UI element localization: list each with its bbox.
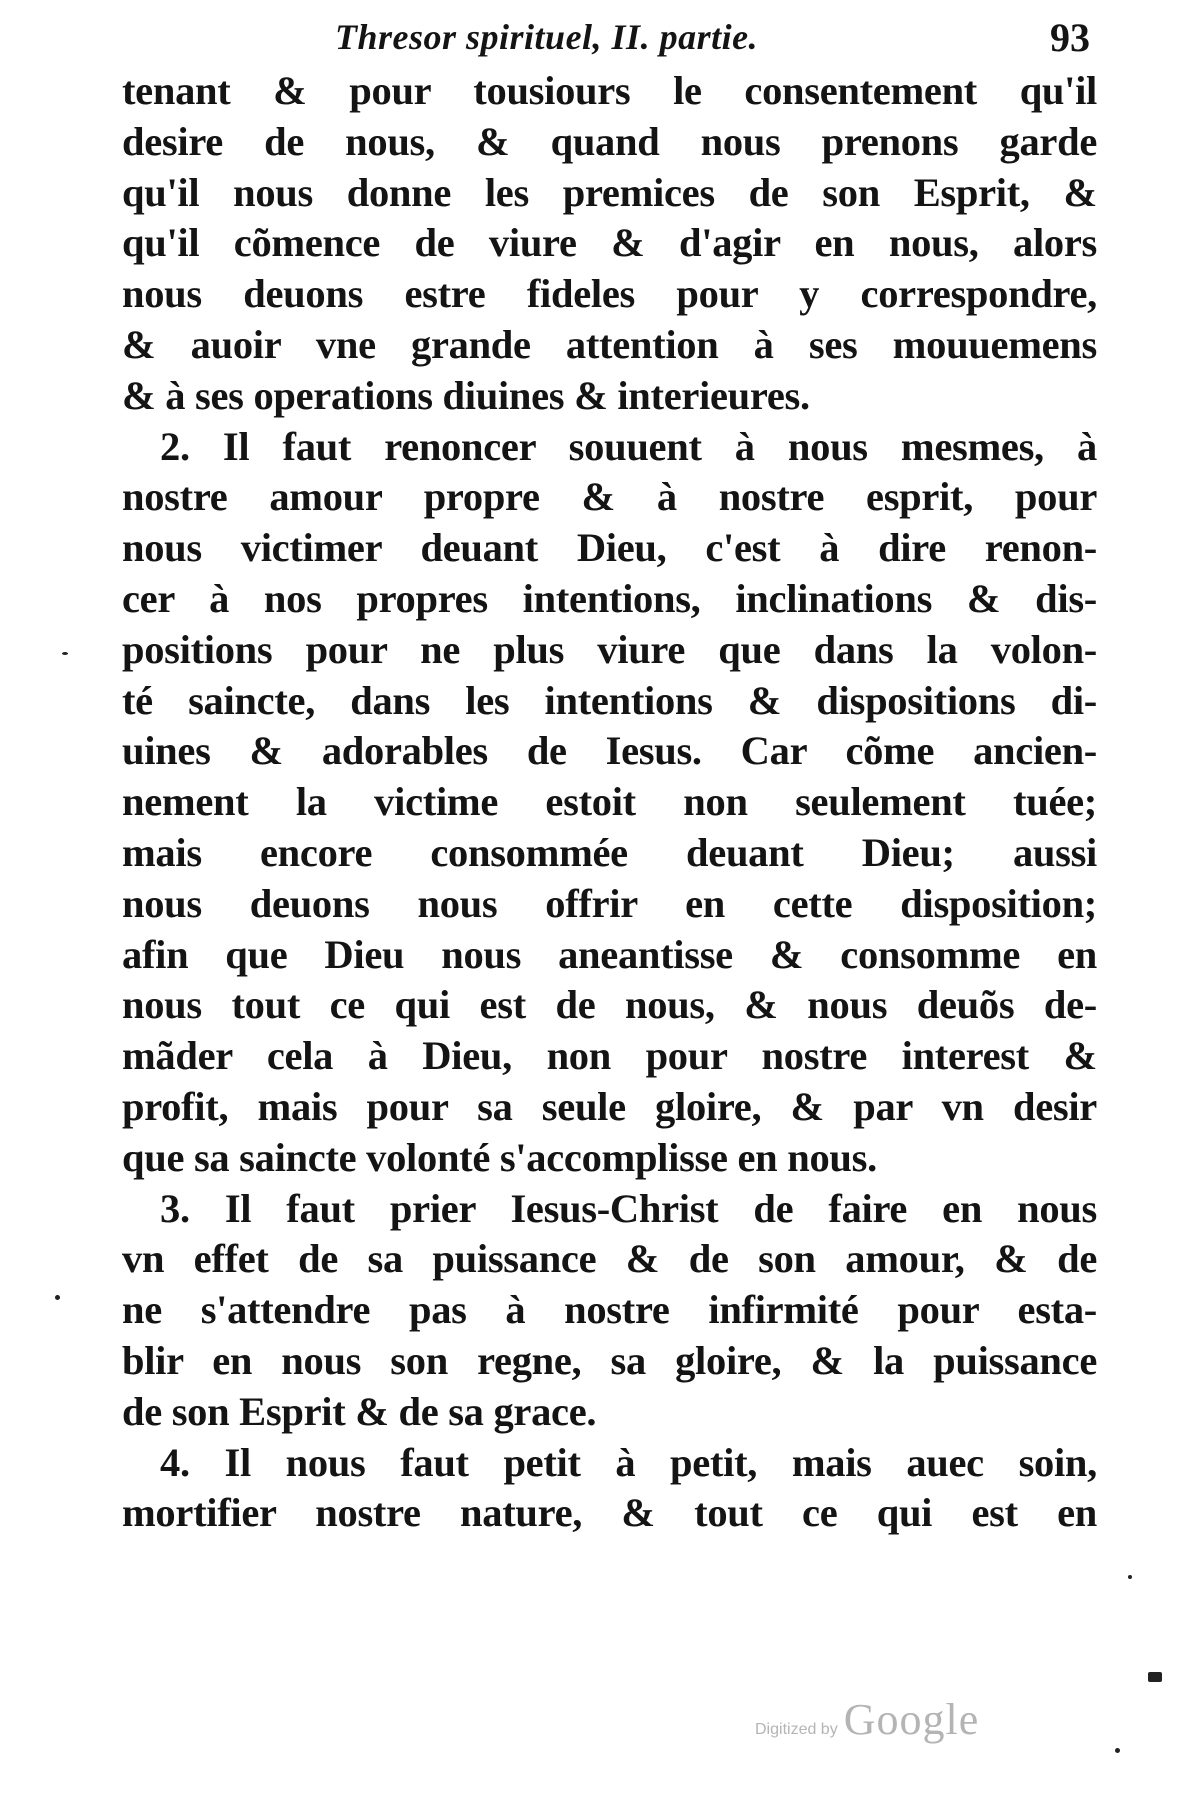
text-line-14: uines & adorables de Iesus. Car cõme ancien- xyxy=(122,728,1097,774)
text-line-12: positions pour ne plus viure que dans la volon- xyxy=(122,626,1097,672)
ink-speck xyxy=(1148,1672,1162,1682)
text-line-22: que sa saincte volonté s'accomplisse en nous. xyxy=(122,1134,877,1180)
text-line-28: 4. Il nous faut petit à petit, mais auec soin, xyxy=(160,1439,1097,1485)
digitization-watermark xyxy=(755,1694,979,1745)
text-line-6: & auoir vne grande attention à ses mouuemens xyxy=(122,321,1097,367)
text-line-11: cer à nos propres intentions, inclinations & dis- xyxy=(122,575,1097,621)
text-line-24: vn effet de sa puissance & de son amour, & de xyxy=(122,1236,1097,1282)
text-line-4: qu'il cõmence de viure & d'agir en nous, alors xyxy=(122,220,1097,266)
text-line-9: nostre amour propre & à nostre esprit, pour xyxy=(122,474,1097,520)
text-line-18: afin que Dieu nous aneantisse & consomme en xyxy=(122,931,1097,977)
text-line-10: nous victimer deuant Dieu, c'est à dire renon- xyxy=(122,525,1097,571)
text-line-29: mortifier nostre nature, & tout ce qui est en xyxy=(122,1490,1097,1536)
ink-speck xyxy=(62,652,68,655)
text-line-25: ne s'attendre pas à nostre infirmité pour esta- xyxy=(122,1287,1097,1333)
running-title: Thresor spirituel, II. partie. xyxy=(335,17,759,57)
text-line-19: nous tout ce qui est de nous, & nous deuõs de- xyxy=(122,982,1097,1028)
ink-speck xyxy=(55,1295,60,1300)
ink-speck xyxy=(1115,1748,1120,1753)
page-header xyxy=(120,10,1100,70)
text-line-21: profit, mais pour sa seule gloire, & par vn desir xyxy=(122,1083,1097,1129)
text-line-20: mãder cela à Dieu, non pour nostre interest & xyxy=(122,1033,1097,1079)
text-line-7: & à ses operations diuines & interieures. xyxy=(122,372,810,418)
text-line-8: 2. Il faut renoncer souuent à nous mesmes, à xyxy=(160,423,1097,469)
text-line-13: té saincte, dans les intentions & dispositions di- xyxy=(122,677,1097,723)
text-line-15: nement la victime estoit non seulement tuée; xyxy=(122,779,1097,825)
text-line-23: 3. Il faut prier Iesus-Christ de faire en nous xyxy=(160,1185,1097,1231)
body-text xyxy=(122,66,1097,1539)
text-line-2: desire de nous, & quand nous prenons garde xyxy=(122,118,1097,164)
text-line-27: de son Esprit & de sa grace. xyxy=(122,1388,597,1434)
ink-speck xyxy=(1128,1575,1132,1579)
text-line-1: tenant & pour tousiours le consentement qu'il xyxy=(122,68,1097,113)
page-number: 93 xyxy=(1050,15,1090,60)
text-line-3: qu'il nous donne les premices de son Esprit, & xyxy=(122,169,1097,215)
text-line-26: blir en nous son regne, sa gloire, & la puissance xyxy=(122,1337,1097,1383)
digitized-by-label: Digitized by xyxy=(755,1721,838,1738)
text-line-5: nous deuons estre fideles pour y correspondre, xyxy=(122,271,1097,317)
text-line-16: mais encore consommée deuant Dieu; aussi xyxy=(122,829,1097,875)
text-line-17: nous deuons nous offrir en cette disposition; xyxy=(122,880,1097,926)
google-logo: Google xyxy=(843,1695,980,1744)
